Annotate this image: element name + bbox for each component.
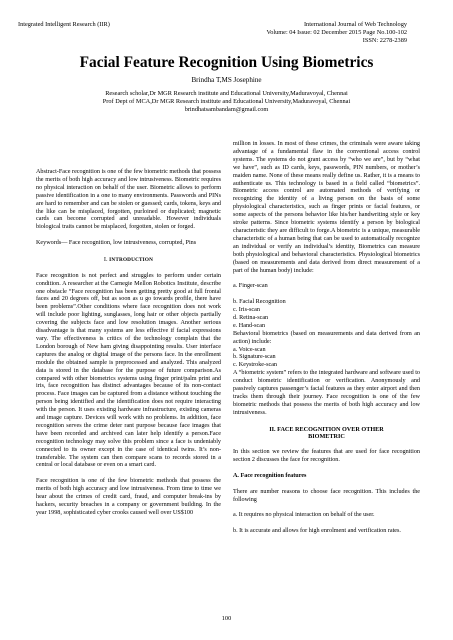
features-intro: There are number reasons to choose face recognition. This includes the following <box>233 488 420 503</box>
issn: ISSN: 2278-2389 <box>362 36 407 44</box>
paragraph-biometric-system: A “biometric system” refers to the integrated hardware and software used to conduct biometric identification or verification. Anonymously and passively captures passenger’s facial features as they enter airport and then tracks them through their journey. Face recognition is one of the few biometric methods that possess the merits of both high accuracy and low intrusiveness. <box>233 370 420 416</box>
intro-paragraph-1: Face recognition is not perfect and struggles to perform under certain condition. A researcher at the Carnegie Mellon Robotics Institute, describe one obstacle “Face recognition has been getting pretty good at full frontal faces and 20 degrees off, but as soon as u go towards profile, there have been problems”.Other conditions where face recognition does not work will include poor lighting, sunglasses, long hair or other objects partially covering the subjects face and low resolution images. Another serious disadvantage is that many systems are less effective if facial expressions vary. The effectiveness is critics of the technology complain that the London borough of New ham giving disappointing results. User interface captures the analog or digital image of the persons face. In the enrollment module the obtained sample is preprocessed and analyzed. This analyzed data is stored in the database for the purpose of future comparison.As compared with other biometrics systems using finger print/palm print and iris, face recognition has distinct advantages because of its non-contact process. Face images can be captured from a distance without touching the person being identified and the identification does not require interacting with the person. It uses existing hardware infrastructure, existing cameras and image capture. Devices will work with no problems. In addition, face recognition serves the crime deter rant purpose because face images that have been recorded and archived can later help identify a person.Face recognition technology may solve this problem since a face is undeniably connected to its owner except in the case of identical twins. It’s non-transferable. The system can then compare scans to records stored in a central or local database or even on a smart card. <box>36 272 221 469</box>
journal-name-left: Integrated Intelligent Research (IIR) <box>18 21 110 28</box>
page-number: 100 <box>221 615 232 622</box>
section-heading-2 <box>233 426 420 442</box>
list-item: b. Signature-scan <box>233 354 276 361</box>
list-item: b. Facial Recognition <box>233 299 286 306</box>
section-heading-line-2: BIOMETRIC <box>308 433 345 441</box>
journal-name-right: International Journal of Web Technology <box>303 21 407 28</box>
feature-a: a. It requires no physical interaction on behalf of the user. <box>233 512 375 519</box>
list-item: c. Iris-scan <box>233 307 260 313</box>
right-column <box>233 141 420 536</box>
author-email: brindhatsambandam@gmail.com <box>184 105 269 113</box>
section-title: INTRODUCTION <box>109 256 154 263</box>
affiliation-1: Research scholar,Dr MGR Research institute and Educational University,Maduravoyal, Chennai <box>105 90 348 97</box>
section-heading-line-1: II. FACE RECOGNITION OVER OTHER <box>269 425 384 433</box>
paragraph-biometrics: million in losses. In most of these crimes, the criminals were aware taking advantage of a fundamental flaw in the conventional access control systems. The systems do not grant access by “who we are”, but by “what we have”, such as ID cards, keys, passwords, PIN numbers, or mother’s maiden name. None of these means really define us. Rather, it is a means to authenticate us. This technology is based in a field called “biometrics”. Biometric access control are automated methods of verifying or recognizing the identity of a living person on the basis of some physiological characteristics, such as finger prints or facial features, or some aspects of the persons behavior like his/her handwriting style or key stroke patterns. Since biometric systems identify a person by biological characteristic they are difficult to forge.A biometric is a unique, measurable characteristic of a human being that can be used to automatically recognize an individual or verify an individual’s identity, Biometrics can measure both physiological and behavioral characteristics. Physiological biometrics (based on measurements and data derived from direct measurement of a part of the human body) include: <box>233 141 420 274</box>
behavioral-intro: Behavioral biometrics (based on measurements and data derived from an action) include: <box>233 330 420 345</box>
subsection-heading-a: A. Face recognition features <box>233 472 307 479</box>
section-2-intro: In this section we review the features that are used for face recognition section 2 discusses the face for recognition. <box>233 449 420 464</box>
paper-title: Facial Feature Recognition Using Biometrics <box>79 54 374 71</box>
list-item: a. Voice-scan <box>233 346 266 353</box>
paper-authors: Brindha T,MS Josephine <box>191 76 262 84</box>
left-column <box>36 169 221 518</box>
journal-info <box>267 21 408 45</box>
list-item: d. Retina-scan <box>233 314 269 321</box>
section-heading-introduction <box>36 256 221 265</box>
list-item: c. Keystroke-scan <box>233 362 277 369</box>
list-item: e. Hand-scan <box>233 322 266 329</box>
affiliation-2: Prof Dept of MCA,Dr MGR Research institute and Educational University,Maduravoyal, Chennai <box>102 97 351 105</box>
abstract: Abstract-Face recognition is one of the few biometric methods that possess the merits of both high accuracy and low intrusiveness. Biometric requires no physical interaction on behalf of the user. Biometric allows to perform passive identification in a one to many environments. Passwords and PINs are hard to remember and can be stolen or guessed; cards, tokens, keys and the like can be misplaced, forgotten, purloined or duplicated; magnetic cards can become corrupted and unreadable. However individuals biological traits cannot be misplaced, forgotten, stolen or forged. <box>36 169 221 231</box>
keywords: Keywords— Face recognition, low intrusiveness, corrupted, Pins <box>36 240 197 247</box>
list-item: a. Finger-scan <box>233 283 268 290</box>
physiological-list <box>233 283 420 330</box>
feature-b: b. It is accurate and allows for high enrolment and verification rates. <box>233 528 401 535</box>
volume-info: Volume: 04 Issue: 02 December 2015 Page No.100-102 <box>266 28 407 36</box>
author-affiliations <box>0 90 453 114</box>
intro-paragraph-2: Face recognition is one of the few biometric methods that possess the merits of both high accuracy and low intrusiveness. From time to time we hear about the crimes of credit card, fraud, and computer break-ins by hackers, security breaches in a company or government building. In the year 1998, sophisticated cyber crooks caused well over US$100 <box>36 478 221 516</box>
section-number: I. <box>103 255 108 263</box>
behavioral-list <box>233 347 420 371</box>
